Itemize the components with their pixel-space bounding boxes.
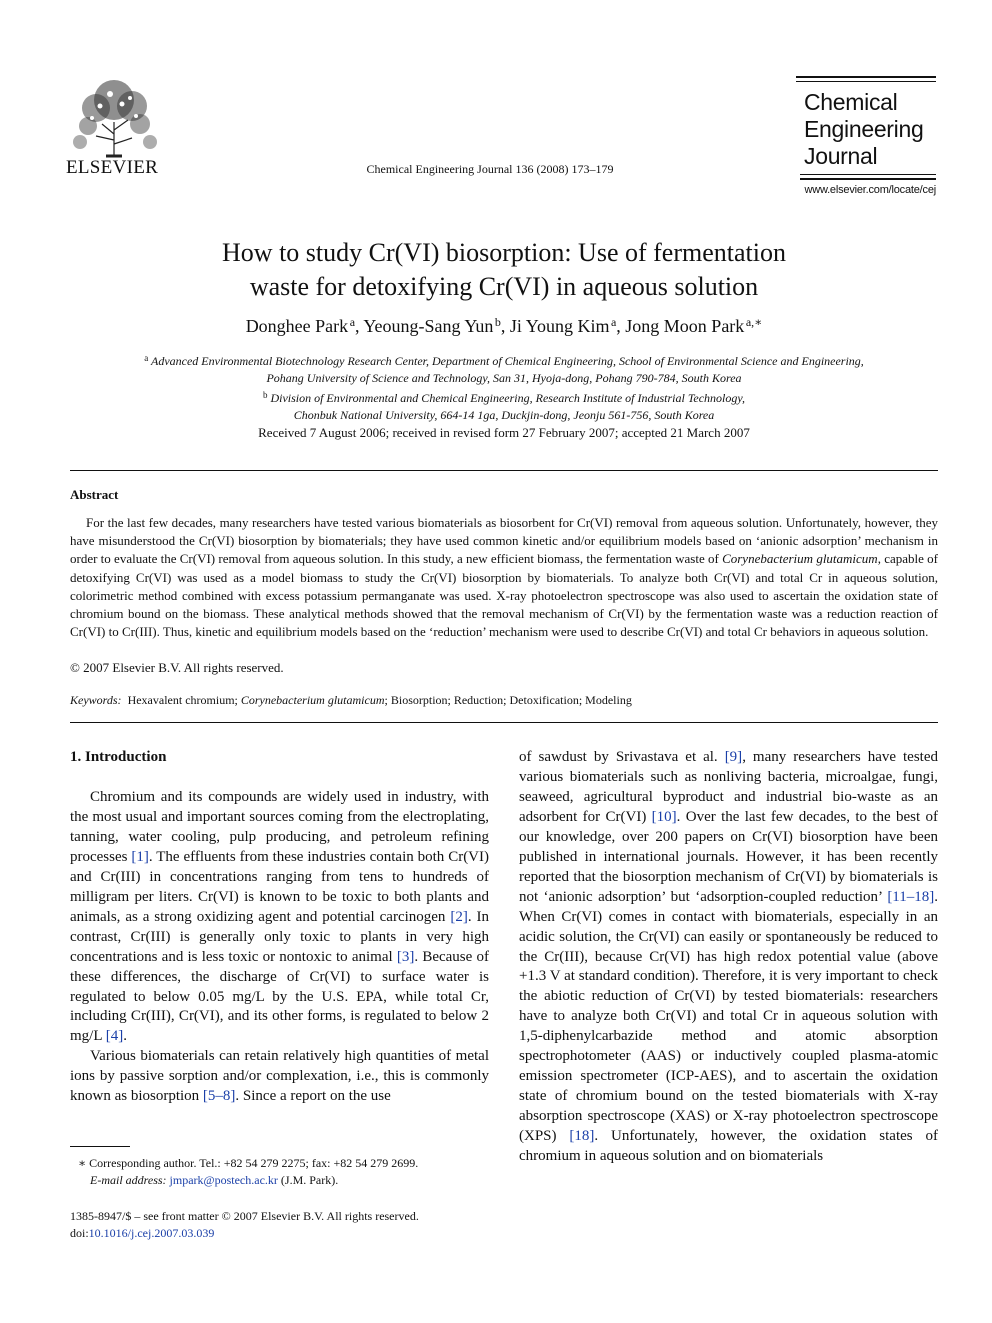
citation-link[interactable]: [10] <box>651 808 677 825</box>
masthead-rule <box>800 178 936 180</box>
divider <box>70 722 938 723</box>
abstract-text-part: For the last few decades, many researchers have tested various biomaterials as biosorbent for Cr(VI) removal from aqueous solution. Unfortunately, however, they have misunderstood the Cr(VI) biosorption by biomaterials; they have used common kinetic and/or equilibrium models based on ‘anionic adsorption’ mechanism in order to evaluate the Cr(VI) removal from aqueous solution. In this study, a new efficient biomass, the fermentation waste of <box>70 515 938 567</box>
text-run: of sawdust by Srivastava et al. <box>519 749 725 765</box>
text-run: Various biomaterials can retain relatively high quantities of metal ions by passive sorption and/or complexation, i.e., this is commonly known as biosorption <box>70 1048 489 1105</box>
doi-label: doi: <box>70 1226 89 1240</box>
right-column <box>519 748 938 1167</box>
copyright-notice: © 2007 Elsevier B.V. All rights reserved. <box>70 660 284 675</box>
author-affiliation-marker[interactable]: a,∗ <box>745 315 763 329</box>
divider <box>70 470 938 471</box>
author-name[interactable]: Yeoung-Sang Yun <box>363 316 494 336</box>
paragraph <box>519 748 938 1167</box>
masthead-journal-name <box>796 82 936 174</box>
footnote-contact: Corresponding author. Tel.: +82 54 279 2275; fax: +82 54 279 2699. <box>86 1156 419 1170</box>
footnote-marker: ∗ <box>78 1156 87 1170</box>
elsevier-tree-icon <box>66 74 162 158</box>
footnote-line <box>78 1172 498 1189</box>
citation-link[interactable]: [3] <box>396 948 415 965</box>
masthead-line: Engineering <box>804 116 924 142</box>
front-matter <box>70 1208 510 1242</box>
title-line: waste for detoxifying Cr(VI) in aqueous solution <box>249 272 759 301</box>
doi-link[interactable]: 10.1016/j.cej.2007.03.039 <box>88 1226 215 1240</box>
author-list: Donghee Park $^a$, Yeoung-Sang Yun $^b$, Ji Young Kim $^a$, Jong Moon Park $^{a,∗}$ <box>245 315 763 336</box>
citation-link[interactable]: [4] <box>105 1028 124 1045</box>
affiliation-b <box>60 387 948 407</box>
text-run: . Because of these differences, the discharge of Cr(VI) to surface water is regulated to below 0.05 mg/L by the U.S. EPA, while total Cr, including Cr(III), Cr(VI), and its other forms, is regulated to below 2 mg/L <box>70 948 489 1045</box>
citation-link[interactable]: [11–18] <box>887 888 935 905</box>
abstract-heading: Abstract <box>70 487 119 502</box>
text-run: . When Cr(VI) comes in contact with biomaterials, especially in an acidic solution, the Cr(VI) can easily or spontaneously be reduced to the Cr(III), because Cr(VI) has high redox potential value (above +1.3 V at standard condition). Therefore, it is very important to check the abiotic reduction of Cr(VI) by tested biomaterials: researchers have to analyze both Cr(VI) and total Cr in aqueous solution with 1,5-diphenylcarbazide method and atomic absorption spectrophotometer (AAS) or inductively coupled plasma-atomic emission spectrometer (ICP-AES), and to ascertain the oxidation state of chromium bound on the tested biomaterials with X-ray absorption spectroscope (XAS) or X-ray photoelectron spectroscope (XPS) <box>519 888 938 1145</box>
author-name[interactable]: Jong Moon Park <box>625 316 745 336</box>
publisher-wordmark: ELSEVIER <box>66 157 159 178</box>
journal-url-link[interactable]: www.elsevier.com/locate/cej <box>804 184 936 196</box>
affiliation-label: a <box>144 353 149 363</box>
affiliation-a <box>60 350 948 370</box>
left-column <box>70 788 489 1107</box>
doi-line <box>70 1225 510 1242</box>
author-affiliation-marker[interactable]: a <box>610 315 617 329</box>
journal-reference: Chemical Engineering Journal 136 (2008) 173–179 <box>366 162 614 176</box>
email-link[interactable]: jmpark@postech.ac.kr <box>169 1173 278 1187</box>
text-run: . Unfortunately, however, the oxidation states of chromium in aqueous solution and on biomaterials <box>519 1128 939 1165</box>
text-run: . Since a report on the use <box>235 1088 391 1105</box>
masthead-line: Journal <box>804 143 878 169</box>
author-affiliation-marker[interactable]: b <box>494 315 501 329</box>
abstract-text <box>70 514 938 641</box>
affiliation-text: Advanced Environmental Biotechnology Research Center, Department of Chemical Engineering, School of Environmental Science and Engineering, <box>150 354 864 368</box>
keyword: Corynebacterium glutamicum <box>240 693 385 707</box>
citation-link[interactable]: [1] <box>131 848 149 865</box>
author-affiliation-marker[interactable]: a <box>349 315 356 329</box>
keywords-label: Keywords: <box>70 693 122 707</box>
keyword: ; Biosorption; Reduction; Detoxification; Modeling <box>384 693 632 707</box>
issn-line: 1385-8947/$ – see front matter © 2007 Elsevier B.V. All rights reserved. <box>70 1209 419 1223</box>
title-line: How to study Cr(VI) biosorption: Use of fermentation <box>222 238 786 267</box>
citation-link[interactable]: [18] <box>569 1128 595 1145</box>
author-name[interactable]: Donghee Park <box>245 316 349 336</box>
affiliation-text: Chonbuk National University, 664-14 1ga, Duckjin-dong, Jeonju 561-756, South Korea <box>293 408 715 422</box>
footnote-rule <box>70 1146 130 1147</box>
footnote-line <box>78 1155 498 1172</box>
affiliation-label: b <box>262 390 268 400</box>
citation-link[interactable]: [9] <box>724 749 743 765</box>
text-run: . <box>123 1028 127 1045</box>
author-name[interactable]: Ji Young Kim <box>509 316 610 336</box>
affiliation-text: Pohang University of Science and Technology, San 31, Hyoja-dong, Pohang 790-784, South Korea <box>266 371 742 385</box>
text-run: . In contrast, Cr(III) is generally only toxic to plants in very high concentrations and is less toxic or nontoxic to animal <box>70 908 489 965</box>
paragraph <box>70 1047 489 1107</box>
section-heading: 1. Introduction <box>70 749 167 765</box>
paragraph <box>70 788 489 1047</box>
affiliation-text: Division of Environmental and Chemical Engineering, Research Institute of Industrial Technology, <box>270 391 746 405</box>
text-run: . The effluents from these industries contain both Cr(VI) and Cr(III) in concentrations ranging from tens to hundreds of milligram per liters. Cr(VI) is known to be toxic to both plants and animals, as a strong oxidizing agent and potential carcinogen <box>70 848 490 925</box>
email-suffix: (J.M. Park). <box>277 1173 339 1187</box>
abstract-text-part: , capable of detoxifying Cr(VI) was used as a model biomass to study the Cr(VI) biosorption by biomaterials. To analyze both Cr(VI) and total Cr in aqueous solution, colorimetric method combined with excess potassium permanganate was used. X-ray photoelectron spectroscope was also used to ascertain the oxidation state of chromium bound on the biomass. These analytical methods showed that the removal mechanism of Cr(VI) by the fermentation waste was a reduction reaction of Cr(VI) to Cr(III). Thus, kinetic and equilibrium models based on the ‘reduction’ mechanism were used to describe Cr(VI) and total Cr behaviors in aqueous solution. <box>70 551 938 640</box>
species-name: Corynebacterium glutamicum <box>722 551 878 567</box>
affiliations <box>60 350 948 424</box>
email-label: E-mail address: <box>90 1173 167 1187</box>
masthead-rule <box>800 174 936 175</box>
keyword: Hexavalent chromium; <box>127 693 241 707</box>
received-dates: Received 7 August 2006; received in revised form 27 February 2007; accepted 21 March 2007 <box>258 425 750 440</box>
masthead-rule <box>796 76 936 78</box>
corresponding-author-footnote <box>78 1155 498 1189</box>
elsevier-logo[interactable] <box>66 74 166 178</box>
journal-masthead <box>796 76 936 196</box>
keywords <box>70 693 938 708</box>
article-title <box>100 236 908 304</box>
text-run: . Over the last few decades, to the best of our knowledge, over 200 papers on Cr(VI) biosorption have been published in international journals. However, it has been recently reported that the biosorption mechanism of Cr(VI) by biomaterials is not ‘anionic adsorption’ but ‘adsorption-coupled reduction’ <box>519 808 938 905</box>
citation-link[interactable]: [5–8] <box>202 1088 236 1105</box>
citation-link[interactable]: [2] <box>450 908 468 925</box>
text-run: Chromium and its compounds are widely used in industry, with the most usual and important sources coming from the electroplating, tanning, water cooling, pulp producing, and petroleum refining processes <box>70 789 489 865</box>
text-run: , many researchers have tested various biomaterials such as nonliving bacteria, microalgae, fungi, seaweed, agricultural byproduct and industrial bio-waste as an adsorbent for Cr(VI) <box>519 749 938 825</box>
masthead-line: Chemical <box>804 89 898 115</box>
